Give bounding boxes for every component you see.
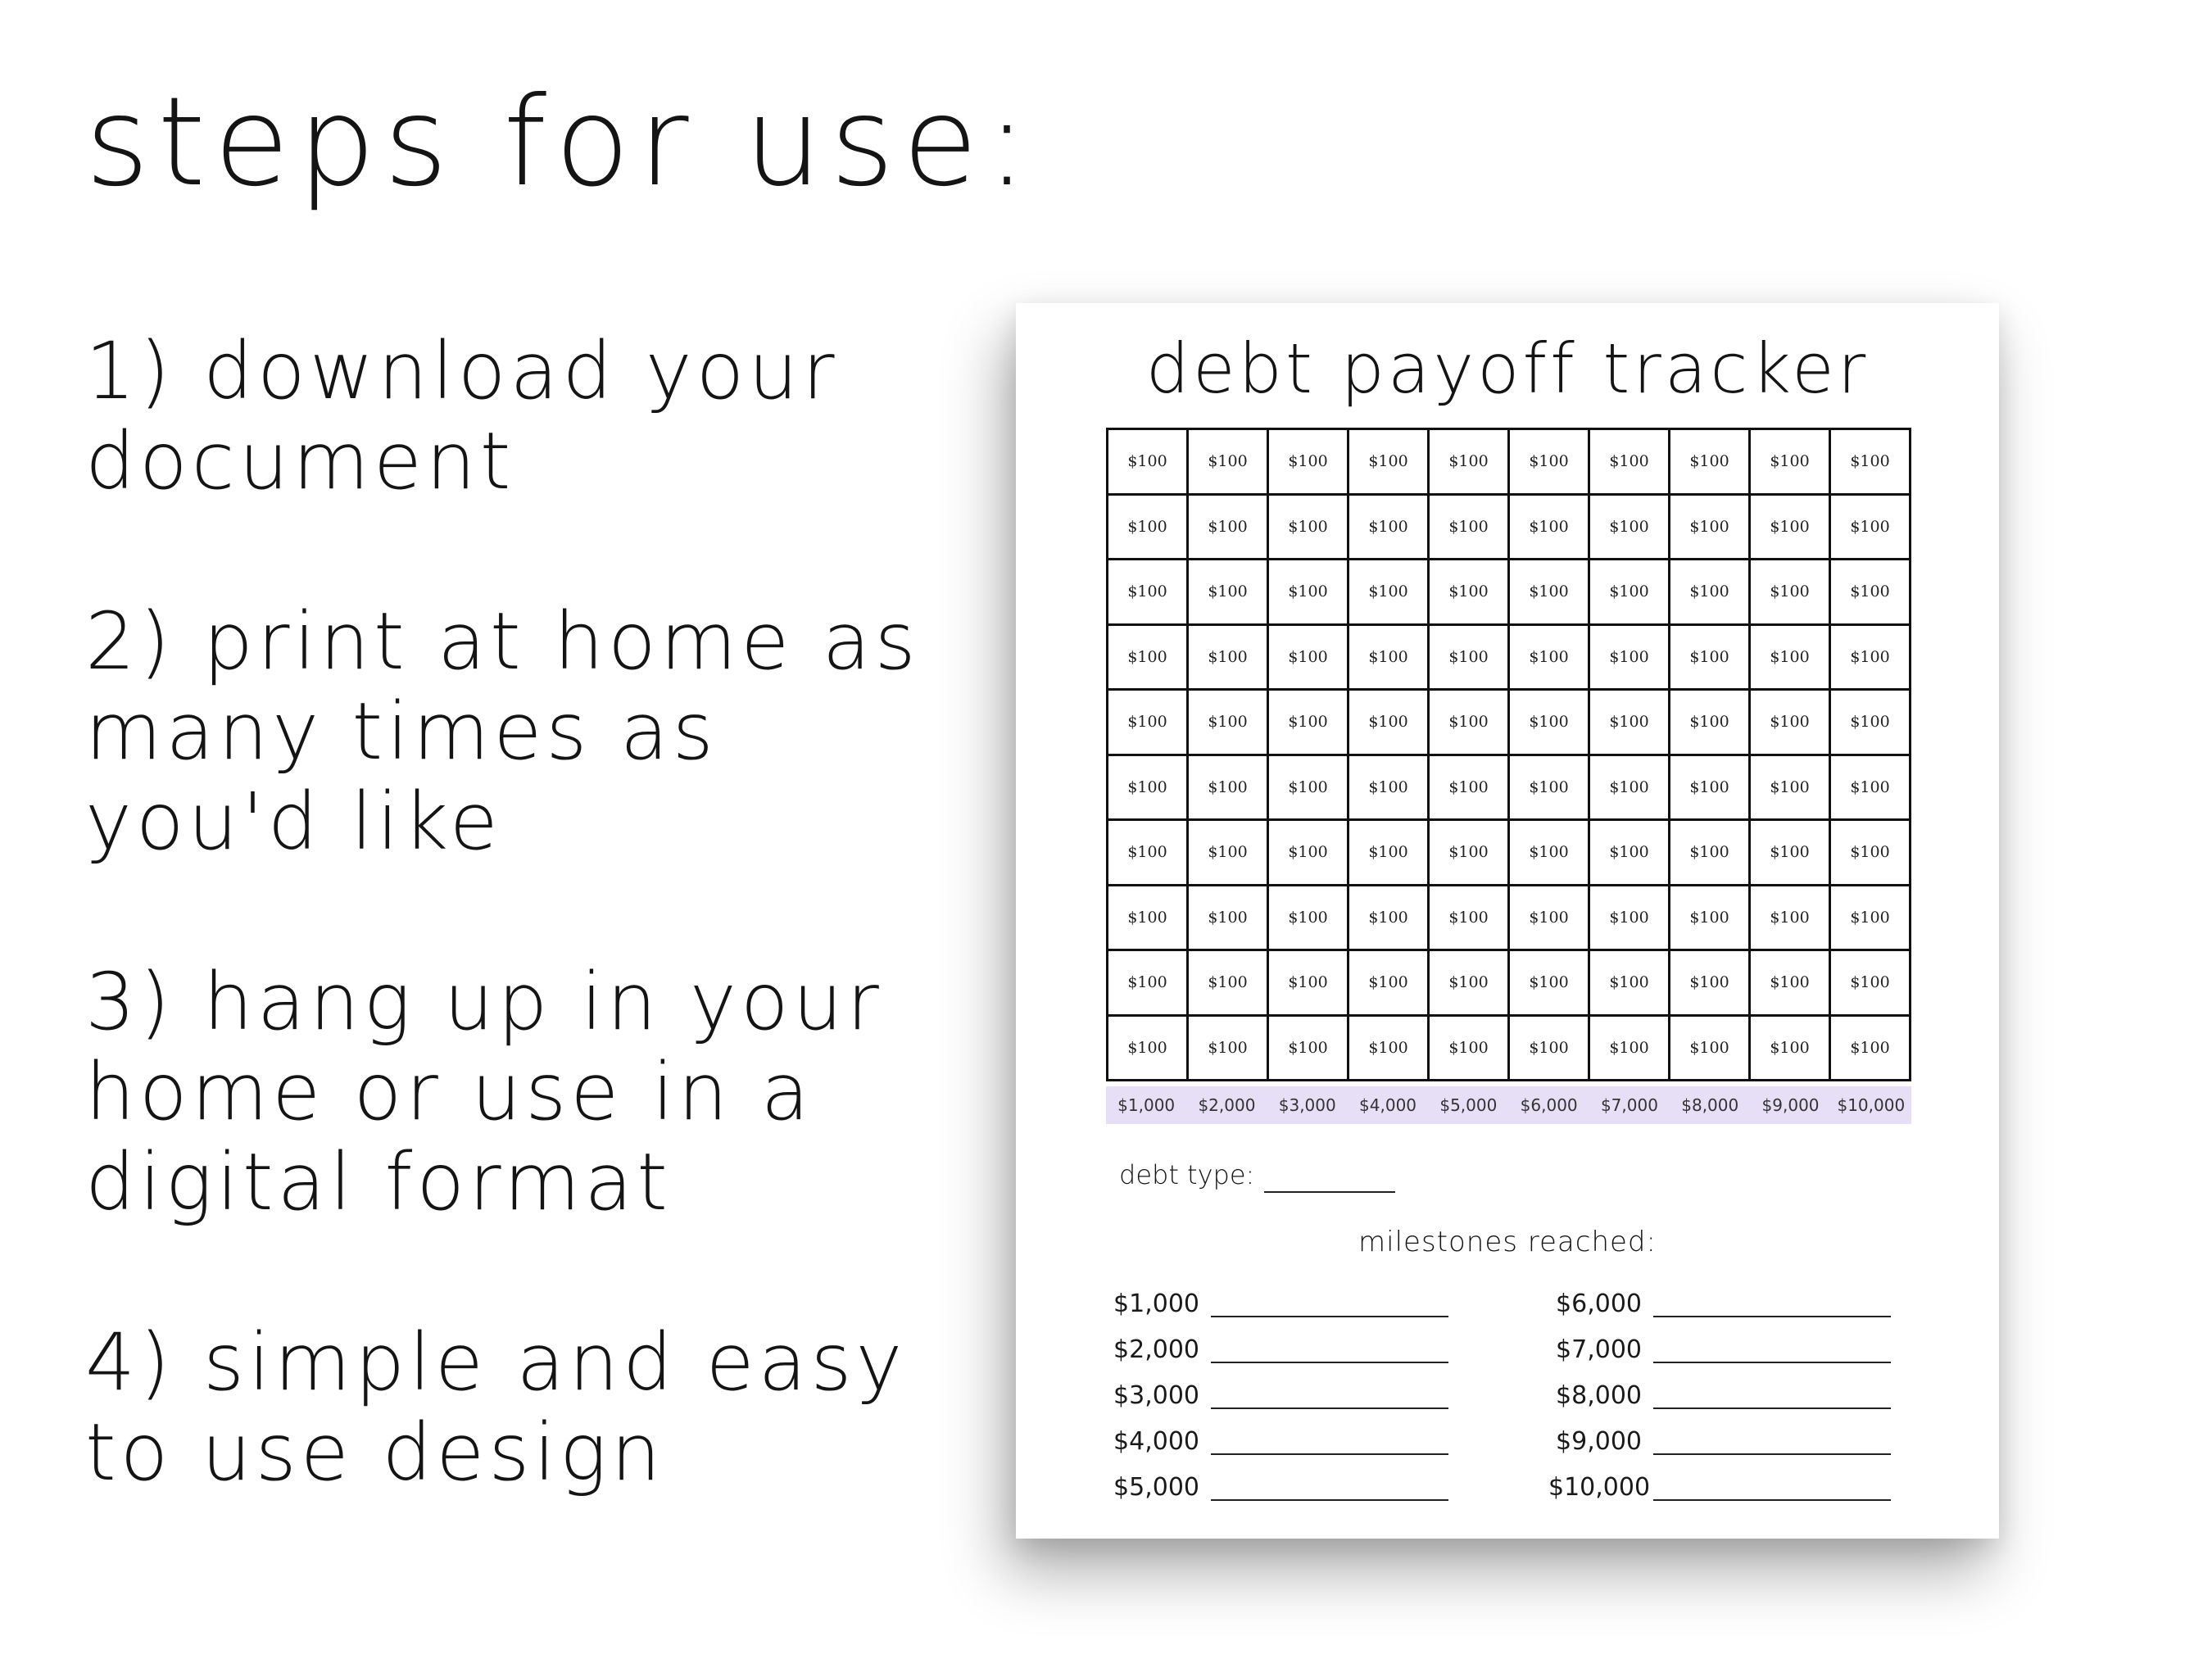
step-1-line-1: 1) download your [85,325,839,417]
grid-cell[interactable]: $100 [1670,496,1751,561]
column-total: $7,000 [1600,1095,1658,1115]
grid-cell[interactable]: $100 [1430,626,1510,691]
grid-cell[interactable]: $100 [1510,821,1590,886]
grid-cell[interactable]: $100 [1831,496,1911,561]
milestone-row [1106,1275,1458,1321]
grid-cell[interactable]: $100 [1189,691,1269,756]
column-total: $8,000 [1681,1095,1739,1115]
grid-cell[interactable]: $100 [1349,691,1430,756]
grid-cell[interactable]: $100 [1189,430,1269,496]
grid-cell[interactable]: $100 [1349,951,1430,1017]
debt-type-field[interactable] [1119,1157,1395,1193]
grid-cell[interactable]: $100 [1831,756,1911,822]
milestone-label: $8,000 [1556,1381,1642,1410]
grid-cell[interactable]: $100 [1590,756,1670,822]
grid-cell[interactable]: $100 [1189,560,1269,626]
column-total: $9,000 [1761,1095,1820,1115]
steps-list [85,325,920,1588]
grid-cell[interactable]: $100 [1269,496,1349,561]
milestone-line[interactable] [1211,1294,1448,1317]
grid-cell[interactable]: $100 [1349,886,1430,952]
milestone-label: $10,000 [1548,1473,1651,1502]
grid-cell[interactable]: $100 [1108,886,1189,952]
column-total: $3,000 [1278,1095,1336,1115]
step-1 [85,326,888,506]
grid-cell[interactable]: $100 [1670,951,1751,1017]
grid-cell[interactable]: $100 [1510,496,1590,561]
milestone-line[interactable] [1211,1340,1448,1363]
milestone-line[interactable] [1653,1432,1891,1455]
grid-cell[interactable]: $100 [1269,1017,1349,1082]
grid-cell[interactable]: $100 [1751,951,1831,1017]
grid-cell[interactable]: $100 [1831,886,1911,952]
milestone-line[interactable] [1653,1340,1891,1363]
milestones-title: milestones reached: [1358,1226,1657,1258]
grid-cell[interactable]: $100 [1430,886,1510,952]
grid-cell[interactable]: $100 [1751,626,1831,691]
milestone-row [1548,1367,1901,1412]
grid-cell[interactable]: $100 [1349,1017,1430,1082]
grid-cell[interactable]: $100 [1510,626,1590,691]
grid-cell[interactable]: $100 [1831,1017,1911,1082]
milestone-line[interactable] [1211,1432,1448,1455]
grid-cell[interactable]: $100 [1430,496,1510,561]
milestone-line[interactable] [1211,1478,1448,1501]
step-3-line-2: home or use in a [85,1046,814,1138]
grid-cell[interactable]: $100 [1349,430,1430,496]
grid-cell[interactable]: $100 [1189,496,1269,561]
grid-cell[interactable]: $100 [1108,821,1189,886]
grid-cell[interactable]: $100 [1189,951,1269,1017]
grid-cell[interactable]: $100 [1189,886,1269,952]
step-4-line-2: to use design [85,1407,665,1498]
column-total: $1,000 [1117,1095,1176,1115]
milestone-line[interactable] [1653,1478,1891,1501]
debt-type-label: debt type: [1119,1159,1255,1190]
grid-cell[interactable]: $100 [1831,821,1911,886]
grid-cell[interactable]: $100 [1430,821,1510,886]
grid-cell[interactable]: $100 [1108,756,1189,822]
grid-cell[interactable]: $100 [1108,560,1189,626]
column-total: $6,000 [1520,1095,1578,1115]
grid-cell[interactable]: $100 [1590,821,1670,886]
step-2-line-1: 2) print at home as [85,596,920,687]
grid-cell[interactable]: $100 [1510,1017,1590,1082]
grid-cell[interactable]: $100 [1430,951,1510,1017]
grid-cell[interactable]: $100 [1831,430,1911,496]
grid-cell[interactable]: $100 [1189,756,1269,822]
milestone-label: $7,000 [1556,1335,1642,1364]
tracker-title: debt payoff tracker [1145,329,1870,409]
grid-cell[interactable]: $100 [1590,430,1670,496]
step-4-line-1: 4) simple and easy [85,1317,907,1408]
grid-cell[interactable]: $100 [1590,1017,1670,1082]
grid-cell[interactable]: $100 [1269,691,1349,756]
grid-cell[interactable]: $100 [1430,756,1510,822]
grid-cell[interactable]: $100 [1269,886,1349,952]
grid-cell[interactable]: $100 [1189,626,1269,691]
milestone-label: $9,000 [1556,1427,1642,1456]
grid-cell[interactable]: $100 [1349,821,1430,886]
grid-cell[interactable]: $100 [1349,496,1430,561]
grid-cell[interactable]: $100 [1349,560,1430,626]
grid-cell[interactable]: $100 [1108,496,1189,561]
grid-cell[interactable]: $100 [1590,496,1670,561]
grid-cell[interactable]: $100 [1670,626,1751,691]
grid-cell[interactable]: $100 [1108,1017,1189,1082]
step-2-line-2: many times as [85,686,718,777]
step-3 [85,957,888,1227]
grid-cell[interactable]: $100 [1430,430,1510,496]
grid-cell[interactable]: $100 [1510,560,1590,626]
milestones-left-column [1106,1275,1458,1504]
step-1-line-2: document [85,415,515,507]
step-3-line-3: digital format [85,1136,672,1228]
milestone-row [1106,1458,1458,1504]
grid-cell[interactable]: $100 [1751,886,1831,952]
grid-cell[interactable]: $100 [1670,1017,1751,1082]
grid-cell[interactable]: $100 [1510,756,1590,822]
grid-cell[interactable]: $100 [1269,756,1349,822]
grid-cell[interactable]: $100 [1590,560,1670,626]
milestone-label: $6,000 [1556,1290,1642,1318]
grid-cell[interactable]: $100 [1430,691,1510,756]
grid-cell[interactable]: $100 [1590,951,1670,1017]
debt-type-line[interactable] [1264,1163,1395,1193]
step-2 [85,596,920,868]
milestone-line[interactable] [1653,1386,1891,1409]
step-4 [85,1317,907,1498]
milestone-row [1106,1412,1458,1458]
milestone-line[interactable] [1211,1386,1448,1409]
grid-cell[interactable]: $100 [1831,626,1911,691]
grid-cell[interactable]: $100 [1751,1017,1831,1082]
grid-cell[interactable]: $100 [1510,951,1590,1017]
column-total: $10,000 [1837,1095,1906,1115]
grid-cell[interactable]: $100 [1269,951,1349,1017]
step-2-line-3: you'd like [85,776,502,868]
grid-cell[interactable]: $100 [1108,430,1189,496]
milestone-label: $3,000 [1113,1381,1199,1410]
grid-cell[interactable]: $100 [1670,821,1751,886]
grid-cell[interactable]: $100 [1670,430,1751,496]
tracker-sheet [1016,303,1999,1539]
grid-cell[interactable]: $100 [1670,886,1751,952]
milestones-right-column [1548,1275,1901,1504]
column-total: $2,000 [1198,1095,1256,1115]
grid-cell[interactable]: $100 [1831,951,1911,1017]
grid-cell[interactable]: $100 [1670,756,1751,822]
page-heading: steps for use: [85,71,1036,214]
milestone-row [1548,1321,1901,1367]
payoff-grid [1106,428,1911,1081]
grid-cell[interactable]: $100 [1670,560,1751,626]
grid-cell[interactable]: $100 [1510,691,1590,756]
milestone-row [1106,1367,1458,1412]
milestone-row [1548,1275,1901,1321]
milestone-label: $2,000 [1113,1335,1199,1364]
column-total: $4,000 [1359,1095,1417,1115]
grid-cell[interactable]: $100 [1751,560,1831,626]
milestone-label: $5,000 [1113,1473,1199,1502]
grid-cell[interactable]: $100 [1349,626,1430,691]
grid-cell[interactable]: $100 [1349,756,1430,822]
grid-cell[interactable]: $100 [1269,821,1349,886]
grid-cell[interactable]: $100 [1189,1017,1269,1082]
grid-cell[interactable]: $100 [1590,691,1670,756]
milestone-label: $1,000 [1113,1290,1199,1318]
grid-cell[interactable]: $100 [1108,691,1189,756]
step-3-line-1: 3) hang up in your [85,956,883,1048]
grid-cell[interactable]: $100 [1831,691,1911,756]
grid-cell[interactable]: $100 [1269,626,1349,691]
milestone-label: $4,000 [1113,1427,1199,1456]
grid-cell[interactable]: $100 [1590,626,1670,691]
grid-cell[interactable]: $100 [1751,496,1831,561]
grid-cell[interactable]: $100 [1831,560,1911,626]
grid-cell[interactable]: $100 [1590,886,1670,952]
grid-cell[interactable]: $100 [1751,756,1831,822]
grid-cell[interactable]: $100 [1510,430,1590,496]
milestone-row [1548,1412,1901,1458]
grid-cell[interactable]: $100 [1510,886,1590,952]
grid-cell[interactable]: $100 [1108,951,1189,1017]
milestone-row [1106,1321,1458,1367]
grid-cell[interactable]: $100 [1430,560,1510,626]
grid-cell[interactable]: $100 [1189,821,1269,886]
grid-cell[interactable]: $100 [1751,821,1831,886]
milestone-line[interactable] [1653,1294,1891,1317]
grid-cell[interactable]: $100 [1430,1017,1510,1082]
grid-cell[interactable]: $100 [1269,430,1349,496]
grid-cell[interactable]: $100 [1751,691,1831,756]
grid-cell[interactable]: $100 [1108,626,1189,691]
grid-cell[interactable]: $100 [1269,560,1349,626]
column-totals [1106,1086,1911,1124]
column-total: $5,000 [1439,1095,1498,1115]
milestone-row [1548,1458,1901,1504]
grid-cell[interactable]: $100 [1751,430,1831,496]
grid-cell[interactable]: $100 [1670,691,1751,756]
